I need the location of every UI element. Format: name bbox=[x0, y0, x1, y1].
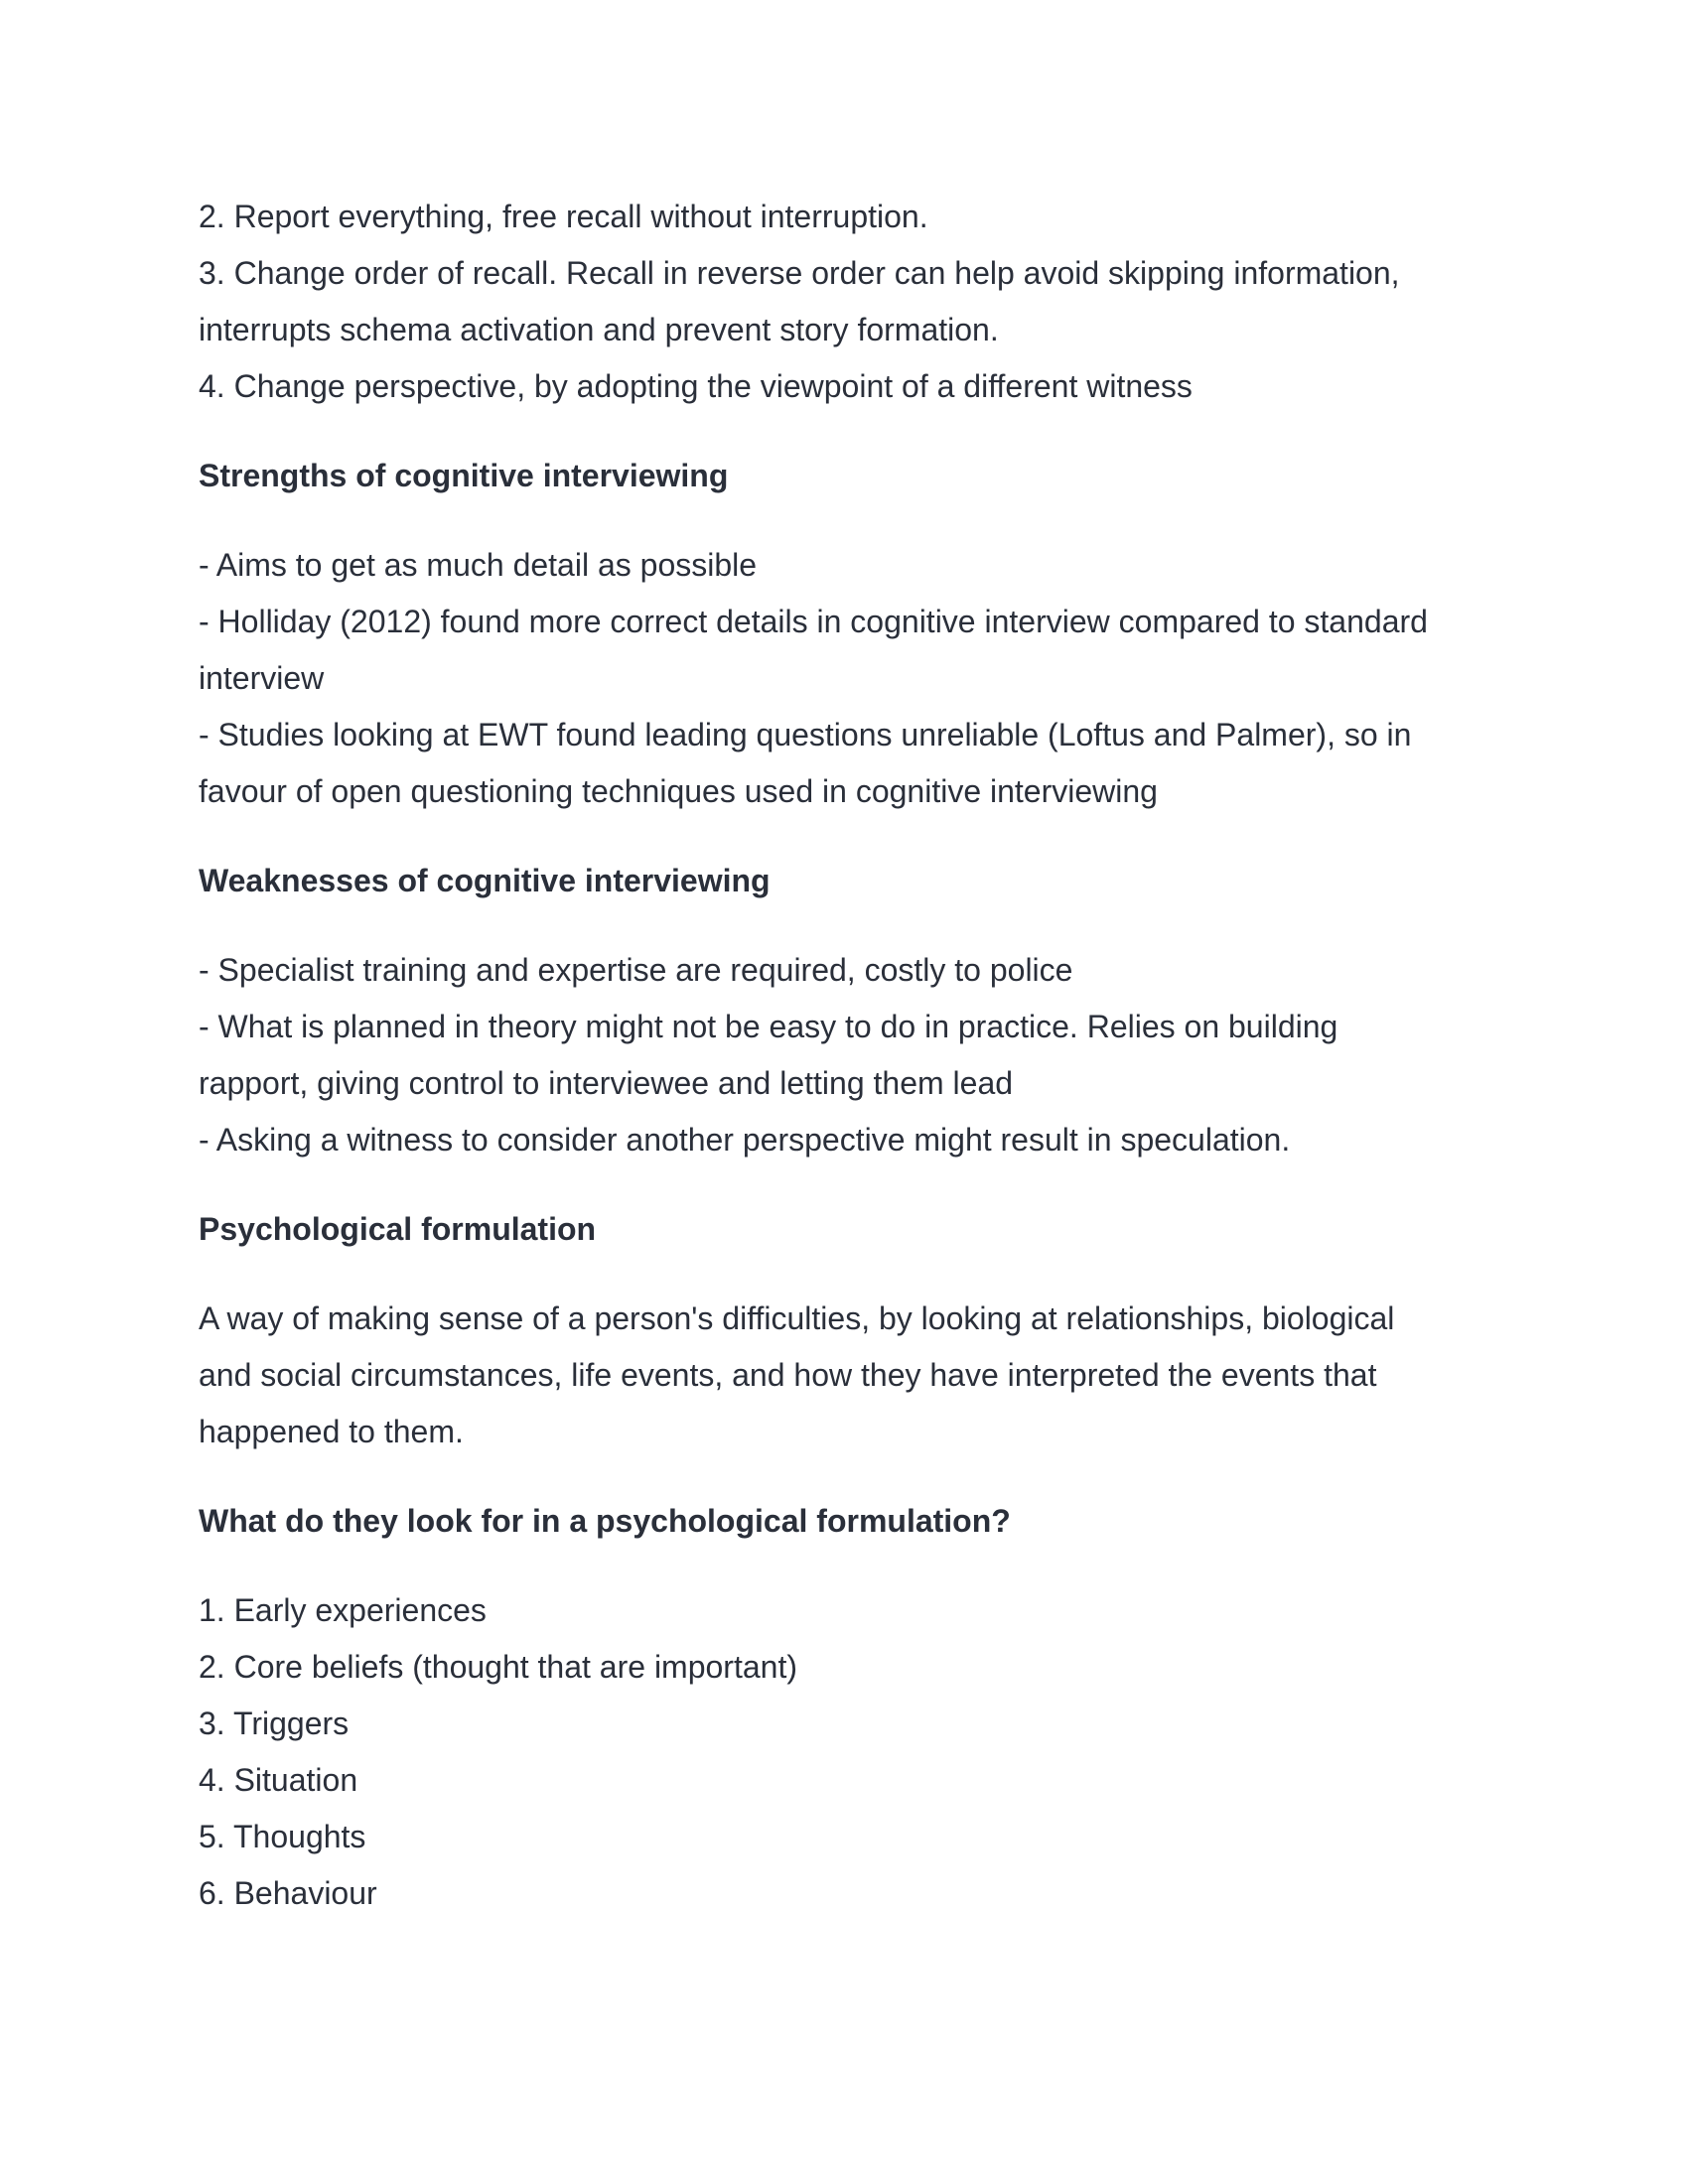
list-item: 4. Situation bbox=[199, 1762, 358, 1798]
weakness-line: - Asking a witness to consider another perspective might result in speculation. bbox=[199, 1122, 1291, 1158]
list-item: 5. Thoughts bbox=[199, 1819, 366, 1854]
weaknesses-list bbox=[199, 942, 1489, 1168]
formulation-line: happened to them. bbox=[199, 1414, 464, 1449]
list-item: 1. Early experiences bbox=[199, 1592, 487, 1628]
strength-line: - Aims to get as much detail as possible bbox=[199, 547, 758, 583]
recall-steps-list bbox=[199, 189, 1489, 415]
strength-line: - Studies looking at EWT found leading questions unreliable (Loftus and Palmer), so in bbox=[199, 717, 1412, 752]
recall-step: 4. Change perspective, by adopting the viewpoint of a different witness bbox=[199, 368, 1193, 404]
strength-line: - Holliday (2012) found more correct details in cognitive interview compared to standard bbox=[199, 604, 1428, 639]
recall-step: interrupts schema activation and prevent story formation. bbox=[199, 312, 999, 347]
strength-line: favour of open questioning techniques used in cognitive interviewing bbox=[199, 773, 1158, 809]
list-item: 6. Behaviour bbox=[199, 1875, 377, 1911]
formulation-line: A way of making sense of a person's difficulties, by looking at relationships, biological bbox=[199, 1300, 1395, 1336]
recall-step: 2. Report everything, free recall without interruption. bbox=[199, 199, 928, 234]
look-for-heading: What do they look for in a psychological formulation? bbox=[199, 1503, 1011, 1539]
strengths-heading: Strengths of cognitive interviewing bbox=[199, 458, 729, 493]
list-item: 3. Triggers bbox=[199, 1706, 350, 1741]
formulation-heading: Psychological formulation bbox=[199, 1211, 597, 1247]
formulation-paragraph bbox=[199, 1291, 1489, 1460]
strength-line: interview bbox=[199, 660, 325, 696]
list-item: 2. Core beliefs (thought that are important) bbox=[199, 1649, 797, 1685]
weakness-line: - Specialist training and expertise are required, costly to police bbox=[199, 952, 1073, 988]
recall-step: 3. Change order of recall. Recall in reverse order can help avoid skipping information, bbox=[199, 255, 1400, 291]
weakness-line: - What is planned in theory might not be easy to do in practice. Relies on building bbox=[199, 1009, 1338, 1044]
document-page bbox=[199, 189, 1489, 1922]
weakness-line: rapport, giving control to interviewee and letting them lead bbox=[199, 1065, 1014, 1101]
look-for-list bbox=[199, 1582, 1489, 1922]
formulation-line: and social circumstances, life events, and how they have interpreted the events that bbox=[199, 1357, 1377, 1393]
weaknesses-heading: Weaknesses of cognitive interviewing bbox=[199, 863, 771, 898]
strengths-list bbox=[199, 537, 1489, 820]
